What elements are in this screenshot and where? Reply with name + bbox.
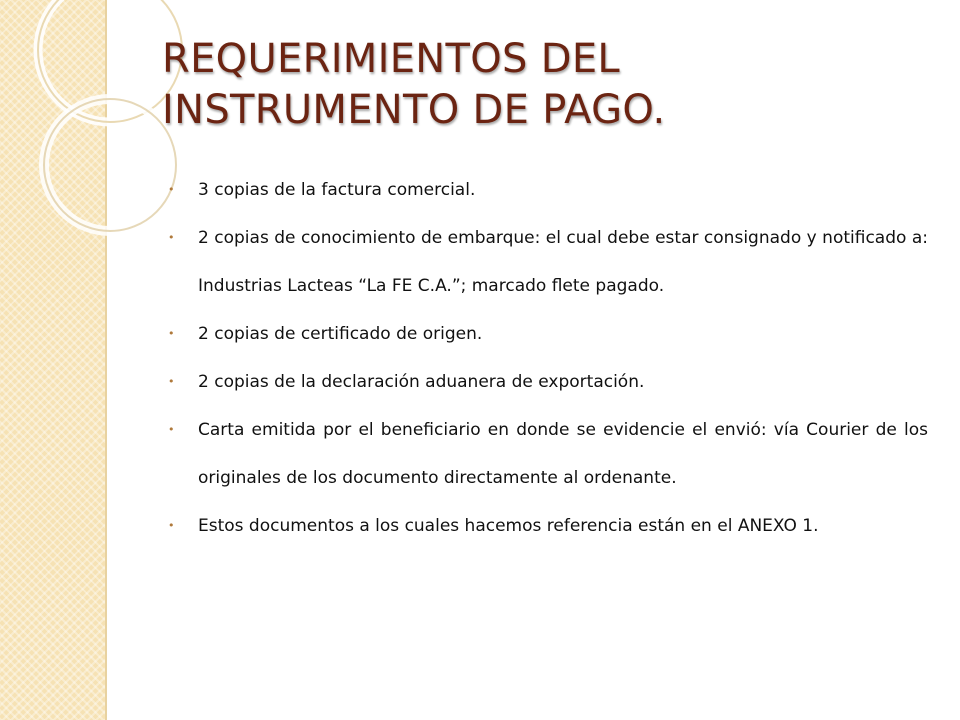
bullet-text: 2 copias de certificado de origen.	[198, 324, 483, 344]
bullet-icon: •	[168, 519, 175, 532]
bullet-item	[166, 310, 928, 358]
bullet-text: Carta emitida por el beneficiario en donde se evidencie el envió: vía Courier de los originales de los documento directamente al ordenante.	[198, 420, 928, 488]
bullet-icon: •	[168, 183, 175, 196]
bullet-item	[166, 502, 928, 550]
bullet-icon: •	[168, 231, 175, 244]
bullet-icon: •	[168, 375, 175, 388]
bullet-text: 3 copias de la factura comercial.	[198, 180, 476, 200]
bullet-item	[166, 166, 928, 214]
bullet-text: Estos documentos a los cuales hacemos referencia están en el ANEXO 1.	[198, 516, 819, 536]
bullet-text: 2 copias de la declaración aduanera de exportación.	[198, 372, 645, 392]
bullet-item	[166, 214, 928, 310]
slide-title: REQUERIMIENTOS DEL INSTRUMENTO DE PAGO.	[162, 36, 666, 133]
bullet-item	[166, 406, 928, 502]
bullet-icon: •	[168, 423, 175, 436]
bullet-text: 2 copias de conocimiento de embarque: el cual debe estar consignado y notificado a: Industrias Lacteas “La FE C.A.”; marcado flete pagado.	[198, 228, 928, 296]
bullet-item	[166, 358, 928, 406]
bullet-icon: •	[168, 327, 175, 340]
bullet-list	[166, 166, 928, 550]
